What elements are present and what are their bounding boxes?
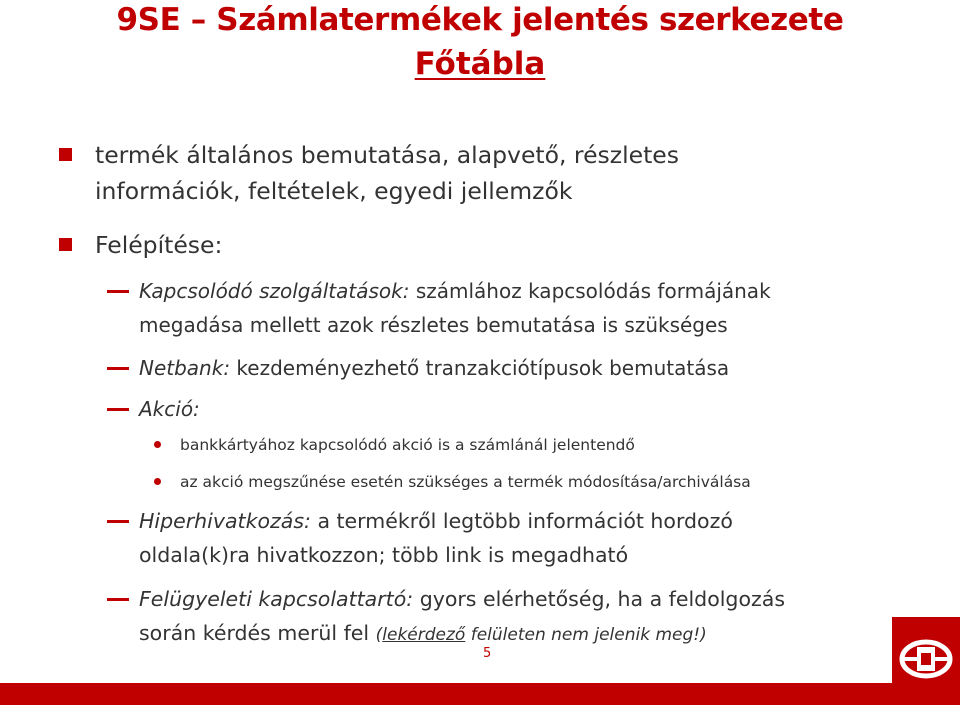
item-line (139, 582, 785, 616)
item-promotion (139, 392, 200, 426)
square-bullet-icon (59, 238, 72, 251)
item-label: Netbank: (139, 356, 231, 380)
note-underlined: lekérdező (382, 625, 466, 645)
item-text: gyors elérhetőség, ha a feldolgozás (413, 587, 785, 611)
item-text: során kérdés merül fel (139, 621, 376, 645)
dash-bullet-icon (107, 290, 129, 293)
dot-bullet-icon (154, 441, 161, 448)
dot-bullet-icon (154, 478, 161, 485)
item-supervisory-contact (139, 582, 785, 652)
item-label: Felügyeleti kapcsolattartó: (139, 587, 414, 611)
bullet-line: információk, feltételek, egyedi jellemzők (95, 177, 573, 205)
item-line: megadása mellett azok részletes bemutatása is szükséges (139, 313, 728, 337)
promotion-item: bankkártyához kapcsolódó akció is a számlánál jelentendő (180, 436, 635, 454)
item-note (376, 625, 707, 645)
dash-bullet-icon (107, 408, 129, 411)
bank-logo-svg (892, 617, 960, 705)
page-number: 5 (483, 646, 492, 661)
item-label: Akció: (139, 397, 200, 421)
item-line (139, 616, 785, 652)
item-netbank (139, 351, 729, 385)
footer-bar (0, 683, 892, 705)
bullet-structure: Felépítése: (95, 231, 223, 259)
bullet-line: termék általános bemutatása, alapvető, részletes (95, 141, 680, 169)
note-rest: felületen nem jelenik meg!) (465, 625, 707, 645)
promotion-item: az akció megszűnése esetén szükséges a termék módosítása/archiválása (180, 473, 751, 491)
dash-bullet-icon (107, 367, 129, 370)
item-line (139, 274, 771, 308)
item-hyperlink (139, 504, 733, 572)
bullet-product-description (95, 137, 679, 209)
item-text: számlához kapcsolódás formájának (409, 279, 771, 303)
item-related-services (139, 274, 771, 342)
bank-logo-icon (892, 617, 960, 705)
item-text: kezdeményezhető tranzakciótípusok bemutatása (230, 356, 730, 380)
item-line: oldala(k)ra hivatkozzon; több link is megadható (139, 543, 629, 567)
item-label: Kapcsolódó szolgáltatások: (139, 279, 410, 303)
dash-bullet-icon (107, 520, 129, 523)
slide-subtitle (0, 46, 960, 82)
item-line (139, 504, 733, 538)
dash-bullet-icon (107, 598, 129, 601)
slide-title: 9SE – Számlatermékek jelentés szerkezete (116, 2, 844, 38)
note-paren: ( (375, 625, 383, 645)
item-label: Hiperhivatkozás: (139, 509, 311, 533)
subtitle-text: Főtábla (414, 46, 546, 82)
square-bullet-icon (59, 148, 72, 161)
item-text: a termékről legtöbb információt hordozó (310, 509, 733, 533)
